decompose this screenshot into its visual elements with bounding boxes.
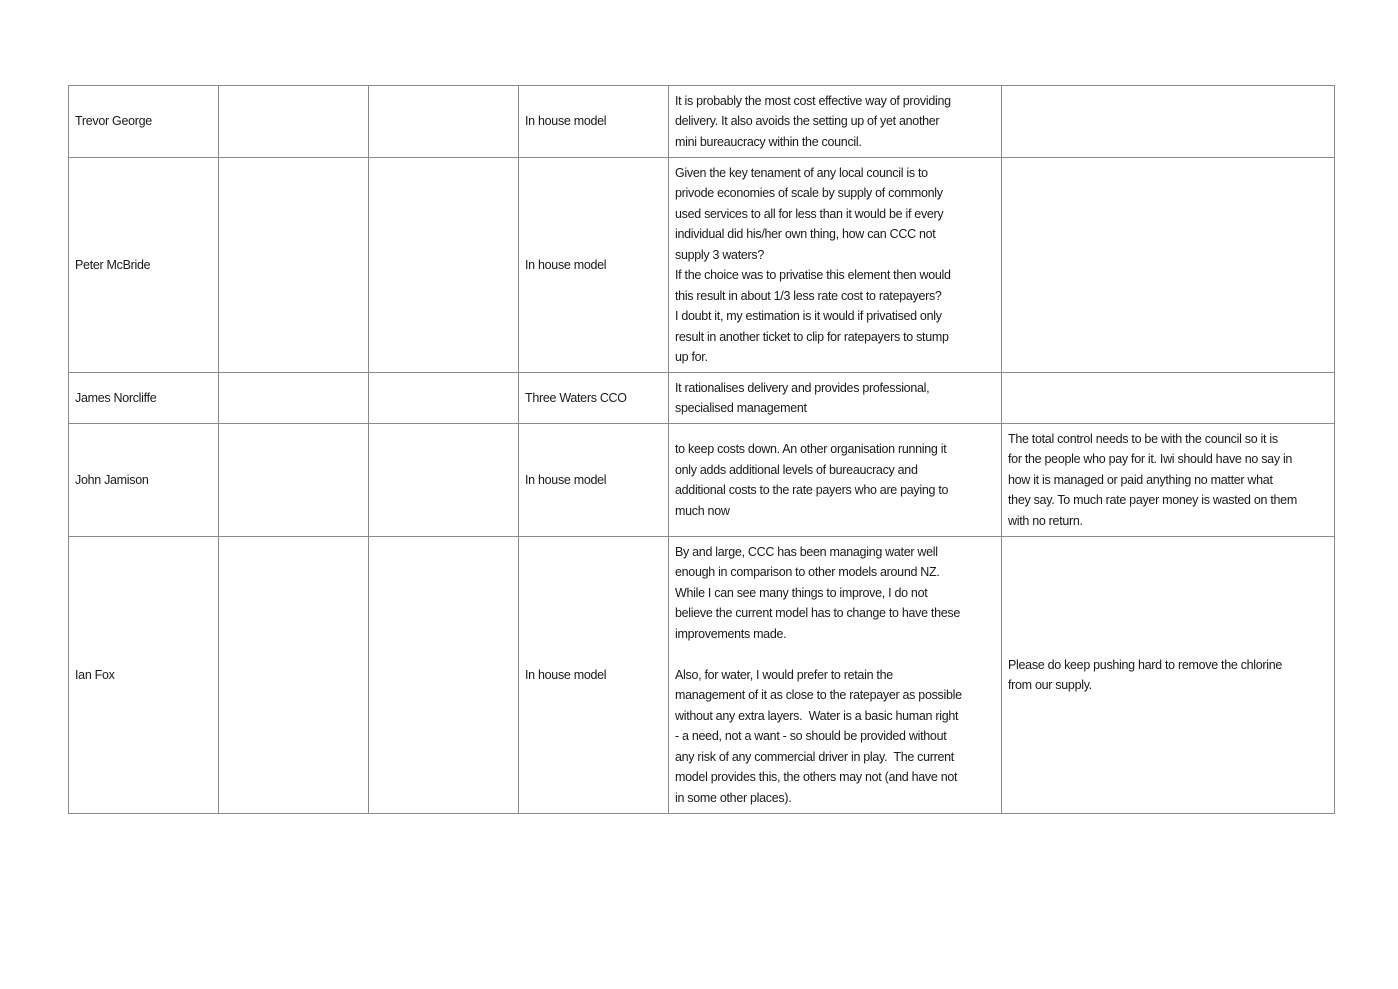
table-row [69,86,1335,158]
empty-cell [369,537,519,814]
reason-cell: It rationalises delivery and provides professional, specialised management [669,373,1002,424]
submitter-name: John Jamison [69,424,219,537]
comment-cell: The total control needs to be with the council so it is for the people who pay for it. Iwi should have no say in how it is managed or paid anything no matter what they say. To much rate payer money is wasted on them with no return. [1002,424,1335,537]
table-row [69,373,1335,424]
comment-cell [1002,373,1335,424]
empty-cell [369,424,519,537]
empty-cell [369,158,519,373]
submitter-name: James Norcliffe [69,373,219,424]
submitter-name: Trevor George [69,86,219,158]
preferred-model: In house model [519,424,669,537]
preferred-model: In house model [519,537,669,814]
empty-cell [219,424,369,537]
reason-cell: to keep costs down. An other organisation running it only adds additional levels of bureaucracy and additional costs to the rate payers who are paying to much now [669,424,1002,537]
empty-cell [219,373,369,424]
submitter-name: Peter McBride [69,158,219,373]
submitter-name: Ian Fox [69,537,219,814]
table-row [69,537,1335,814]
comment-cell [1002,158,1335,373]
preferred-model: In house model [519,86,669,158]
submissions-table [68,85,1335,814]
comment-cell [1002,86,1335,158]
empty-cell [219,158,369,373]
table-row [69,424,1335,537]
reason-cell: By and large, CCC has been managing water well enough in comparison to other models around NZ. While I can see many things to improve, I do not believe the current model has to change to have these improvements made. Also, for water, I would prefer to retain the management of it as close to the ratepayer as possible without any extra layers. Water is a basic human right - a need, not a want - so should be provided without any risk of any commercial driver in play. The current model provides this, the others may not (and have not in some other places). [669,537,1002,814]
empty-cell [369,373,519,424]
table-row [69,158,1335,373]
reason-cell: It is probably the most cost effective way of providing delivery. It also avoids the setting up of yet another mini bureaucracy within the council. [669,86,1002,158]
reason-cell: Given the key tenament of any local council is to privode economies of scale by supply of commonly used services to all for less than it would be if every individual did his/her own thing, how can CCC not supply 3 waters? If the choice was to privatise this element then would this result in about 1/3 less rate cost to ratepayers? I doubt it, my estimation is it would if privatised only result in another ticket to clip for ratepayers to stump up for. [669,158,1002,373]
empty-cell [369,86,519,158]
empty-cell [219,537,369,814]
empty-cell [219,86,369,158]
preferred-model: In house model [519,158,669,373]
comment-cell: Please do keep pushing hard to remove the chlorine from our supply. [1002,537,1335,814]
preferred-model: Three Waters CCO [519,373,669,424]
